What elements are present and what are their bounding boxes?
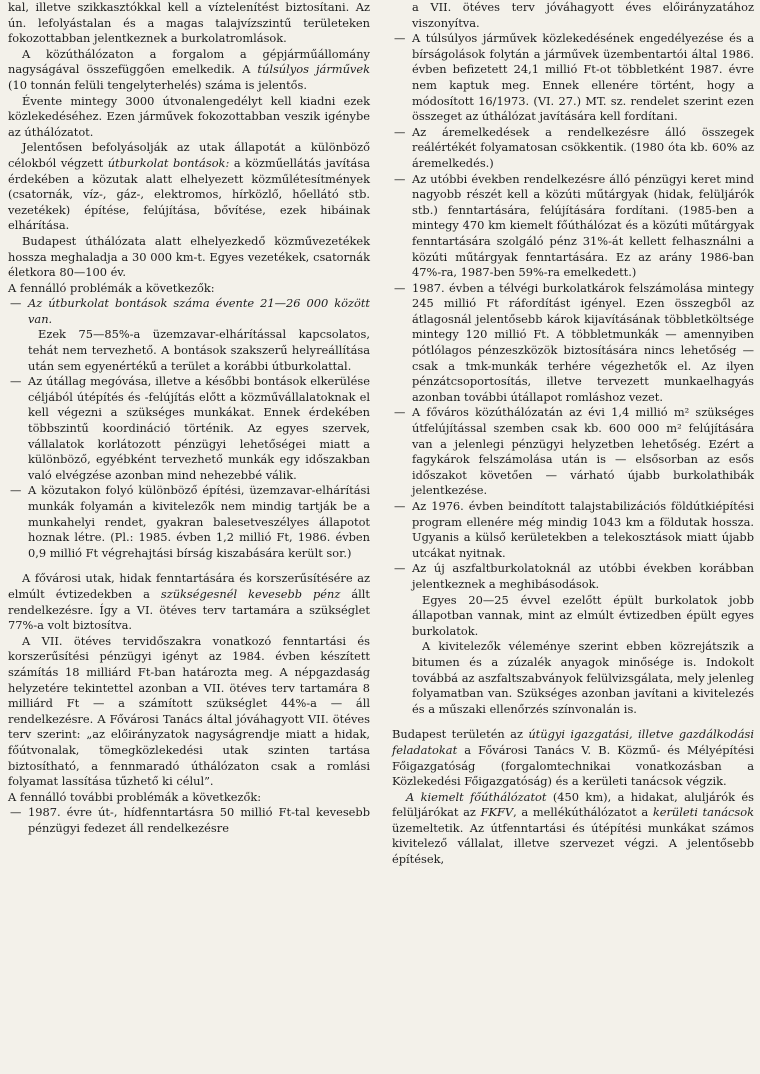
emphasis: túlsúlyos járművek [257, 62, 370, 77]
list-item-detail: A kivitelezők véleménye szerint ebben közrejátszik a bitumen és a zúzalék anyagok minősége is. Indokolt továbbá az aszfaltszabványok felülvizsgálata, mely jelenleg folyamatban van. Szükséges azonban javítani a kivitelezés és a műszaki ellenőrzés színvonalán is. [412, 639, 754, 716]
text: (450 km), a hidakat, aluljárók és felüljárókat az [392, 789, 754, 820]
text: A fővárosi utak, hidak fenntartására és korszerűsítésére az elmúlt évtizedekben a [8, 571, 370, 601]
list-item [8, 296, 370, 327]
list-item: — A közutakon folyó különböző építési, üzemzavar-elhárítási munkák folyamán a kivitelezők nem mindig tartják be a munkahelyi rendet, gyakran balesetveszélyes állapotot hoznak létre. (Pl.: 1985. évben 1,2 millió Ft, 1986. évben 0,9 millió Ft végrehajtási bírság kiszabására került sor.) [8, 483, 370, 561]
paragraph [392, 727, 754, 789]
paragraph: A fennálló további problémák a következők: [8, 789, 262, 804]
list-item: — 1987. évben a télvégi burkolatkárok felszámolása mintegy 245 millió Ft ráfordítást igényel. Ezen összegből az átlagosnál jelentősebb károk kijavításának többletköltsége mintegy 120 millió Ft. A többletmunkák — amennyiben pótlólagos pénzeszközök biztosítására nincs lehetőség — csak a tmk-munkák terhére végezhetők el. Az ilyen pénzátcsoportosítás, illetve tervezett munkaelhagyás azonban további útállapot romláshoz vezet. [392, 281, 754, 406]
list-item: — A főváros közúthálózatán az évi 1,4 millió m² szükséges útfelújítással szemben csak kb. 600 000 m² felújítására van a jelenlegi pénzügyi helyzetben lehetőség. Ezért a fagykárok felszámolása után is — elsősorban az esős időszakot követően — várható újabb burkolathibák jelentkezése. [392, 405, 754, 499]
right-column [392, 0, 754, 868]
paragraph: Budapest úthálózata alatt elhelyezkedő közművezetékek hossza meghaladja a 30 000 km-t. Egyes vezetékek, csatornák életkora 80—100 év. [8, 233, 370, 280]
text: állt rendelkezésre. Így a VI. ötéves terv tartamára a szükséglet 77%-a volt biztosítva. [8, 586, 370, 633]
list-item: — Az utóbbi években rendelkezésre álló pénzügyi keret mind nagyobb részét kell a közúti műtárgyak (hidak, felüljárók stb.) fenntartására, felújítására fordítani. (1985-ben a mintegy 470 km kiemelt főúthálózat és a közúti műtárgyak fenntartására szolgáló pénz 31%-át kellett felhasználni a közúti műtárgyak fenntartására. Ez az arány 1986-ban 47%-ra, 1987-ben 59%-ra emelkedett.) [392, 172, 754, 281]
emphasis: kerületi tanácsok [652, 805, 754, 820]
paragraph: A fennálló problémák a következők: [8, 280, 215, 295]
paragraph: Évente mintegy 3000 útvonalengedélyt kell kiadni ezek közlekedéséhez. Ezen járművek fokozottabban veszik igénybe az úthálózatot. [8, 93, 370, 139]
text: (10 tonnán felüli tengelyterhelés) száma is jelentős. [8, 77, 308, 92]
paragraph [8, 571, 370, 633]
text: , a mellékúthálózatot a [513, 805, 653, 820]
emphasis: Az útburkolat bontások száma évente 21—26 000 között van. [28, 296, 370, 326]
list-item: — Az új aszfaltburkolatoknál az utóbbi években korábban jelentkeznek a meghibásodások. [392, 561, 754, 592]
list-item: — Az útállag megóvása, illetve a későbbi bontások elkerülése céljából útépítés és -felújítás előtt a közművállalatoknak el kell végezni a szükséges munkákat. Ennek érdekében többszintű koordináció történik. Az egyes szervek, vállalatok korlátozott pénzügyi lehetőségei miatt a különböző, egyébként tervezhető munkák egy időszakban való elvégzése azonban mind nehezebbé válik. [8, 374, 370, 483]
text: A közúthálózaton a forgalom a gépjárműállomány nagyságával összefüggően emelkedik. A [8, 46, 370, 77]
list-item: — Az 1976. évben beindított talajstabilizációs földútkiépítési program ellenére még mindig 1043 km a földutak hossza. Ugyanis a külső kerületekben a telekosztások miatt újabb utcákat nyitnak. [392, 499, 754, 561]
emphasis: útburkolat bontások: [107, 155, 230, 170]
list-item: — Az áremelkedések a rendelkezésre álló összegek reálértékét folyamatosan csökkentik. (1980 óta kb. 60% az áremelkedés.) [392, 125, 754, 172]
text: Jelentősen befolyásolják az utak állapotát a különböző célokból végzett [8, 140, 370, 170]
text: Budapest területén az [392, 727, 529, 742]
paragraph: A VII. ötéves tervidőszakra vonatkozó fenntartási és korszerűsítési pénzügyi igényt az 1984. évben készített számítás 18 milliárd Ft-ban határozta meg. A népgazdaság helyzetére tekintettel azonban a VII. ötéves terv tartamára 8 milliárd Ft — a számított szükséglet 44%-a — áll rendelkezésre. A Fővárosi Tanács által jóváhagyott VII. ötéves terv szerint: „az előirányzatok nagyságrendje miatt a hidak, főútvonalak, tömegközlekedési utak szinten tartása biztosítható, a fennmaradó úthálózaton csak a romlási folyamat lassítása tűzhető ki célul”. [8, 633, 370, 789]
text: a Fővárosi Tanács V. B. Közmű- és Mélyépítési Főigazgatóság (forgalomtechnikai vonatkozásban a Közlekedési Főigazgatóság) és a kerületi tanácsok végzik. [392, 742, 754, 789]
emphasis: szükségesnél kevesebb pénz [160, 586, 341, 601]
paragraph: kal, illetve szikkasztókkal kell a víztelenítést biztosítani. Az ún. lefolyástalan és a magas talajvízszintű területeken fokozottabban jelentkeznek a burkolatromlások. [8, 0, 370, 46]
paragraph [8, 47, 370, 94]
left-column [8, 0, 370, 836]
text: a közműellátás javítása érdekében a közutak alatt elhelyezett közműlétesítmények (csatornák, víz-, gáz-, elektromos, hírközlő, hőellátó stb. vezetékek) építése, felújítása, bővítése, ezek hibáinak elhárítása. [8, 155, 370, 233]
emphasis: FKFV [480, 805, 514, 820]
list-item: — 1987. évre út-, hídfenntartásra 50 millió Ft-tal kevesebb pénzügyi fedezet áll rendelkezésre [8, 805, 370, 836]
emphasis: útügyi igazgatási, illetve gazdálkodási feladatokat [392, 727, 754, 757]
list-item-continuation: a VII. ötéves terv jóváhagyott éves előirányzatához viszonyítva. [412, 0, 754, 30]
list-item: — A túlsúlyos járművek közlekedésének engedélyezése és a bírságolások folytán a járművek üzembentartói által 1986. évben befizetett 24,1 millió Ft-ot többletként 1987. évre nem kaptuk meg. Ennek ellenére történt, hogy a módosított 16/1973. (VI. 27.) MT. sz. rendelet szerint ezen összeget az úthálózat javítására kell fordítani. [392, 31, 754, 125]
list-item-detail: Egyes 20—25 évvel ezelőtt épült burkolatok jobb állapotban vannak, mint az elmúlt évtizedben épült egyes burkolatok. [412, 592, 754, 638]
list-item-detail: Ezek 75—85%-a üzemzavar-elhárítással kapcsolatos, tehát nem tervezhető. A bontások szakszerű helyreállítása után sem egyenértékű a terület a korábbi útburkolattal. [28, 327, 370, 373]
text: üzemeltetik. Az útfenntartási és útépítési munkákat számos kivitelező vállalat, illetve szervezet végzi. A jelentősebb építések, [392, 820, 754, 867]
emphasis: A kiemelt főúthálózatot [406, 789, 547, 804]
paragraph [8, 140, 370, 234]
paragraph [392, 790, 754, 868]
